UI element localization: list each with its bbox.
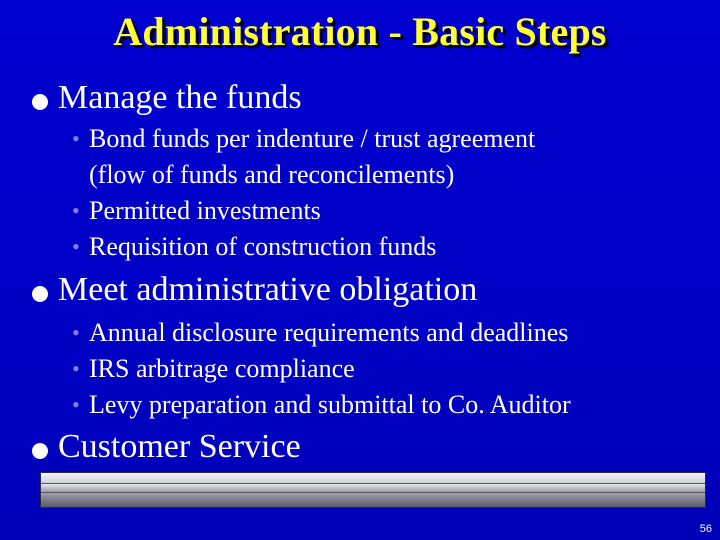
bullet-icon: • xyxy=(72,198,80,223)
slide-title: Administration - Basic Steps xyxy=(113,9,607,54)
decorative-bar xyxy=(40,472,706,508)
list-item-label: IRS arbitrage compliance xyxy=(89,354,355,383)
list-item-label: Levy preparation and submittal to Co. Auditor xyxy=(89,390,571,419)
list-item-label: Annual disclosure requirements and deadlines xyxy=(89,318,569,347)
bullet-icon: • xyxy=(72,320,80,345)
section-heading-label: Meet administrative obligation xyxy=(58,271,478,308)
round-bullet-icon xyxy=(32,443,48,459)
section-heading-label: Manage the funds xyxy=(58,79,302,116)
list-item-label: Permitted investments xyxy=(89,196,321,225)
round-bullet-icon xyxy=(32,286,48,302)
bullet-icon: • xyxy=(72,234,80,259)
bullet-icon: • xyxy=(72,356,80,381)
list-item-label: Requisition of construction funds xyxy=(89,232,437,261)
list-item-label: (flow of funds and reconcilements) xyxy=(89,160,455,189)
bullet-icon: • xyxy=(72,126,80,151)
page-number: 56 xyxy=(699,523,712,535)
section-heading-label: Customer Service xyxy=(58,428,301,465)
round-bullet-icon xyxy=(32,94,48,110)
list-item-label: Bond funds per indenture / trust agreement xyxy=(89,124,536,153)
bullet-icon: • xyxy=(72,392,80,417)
